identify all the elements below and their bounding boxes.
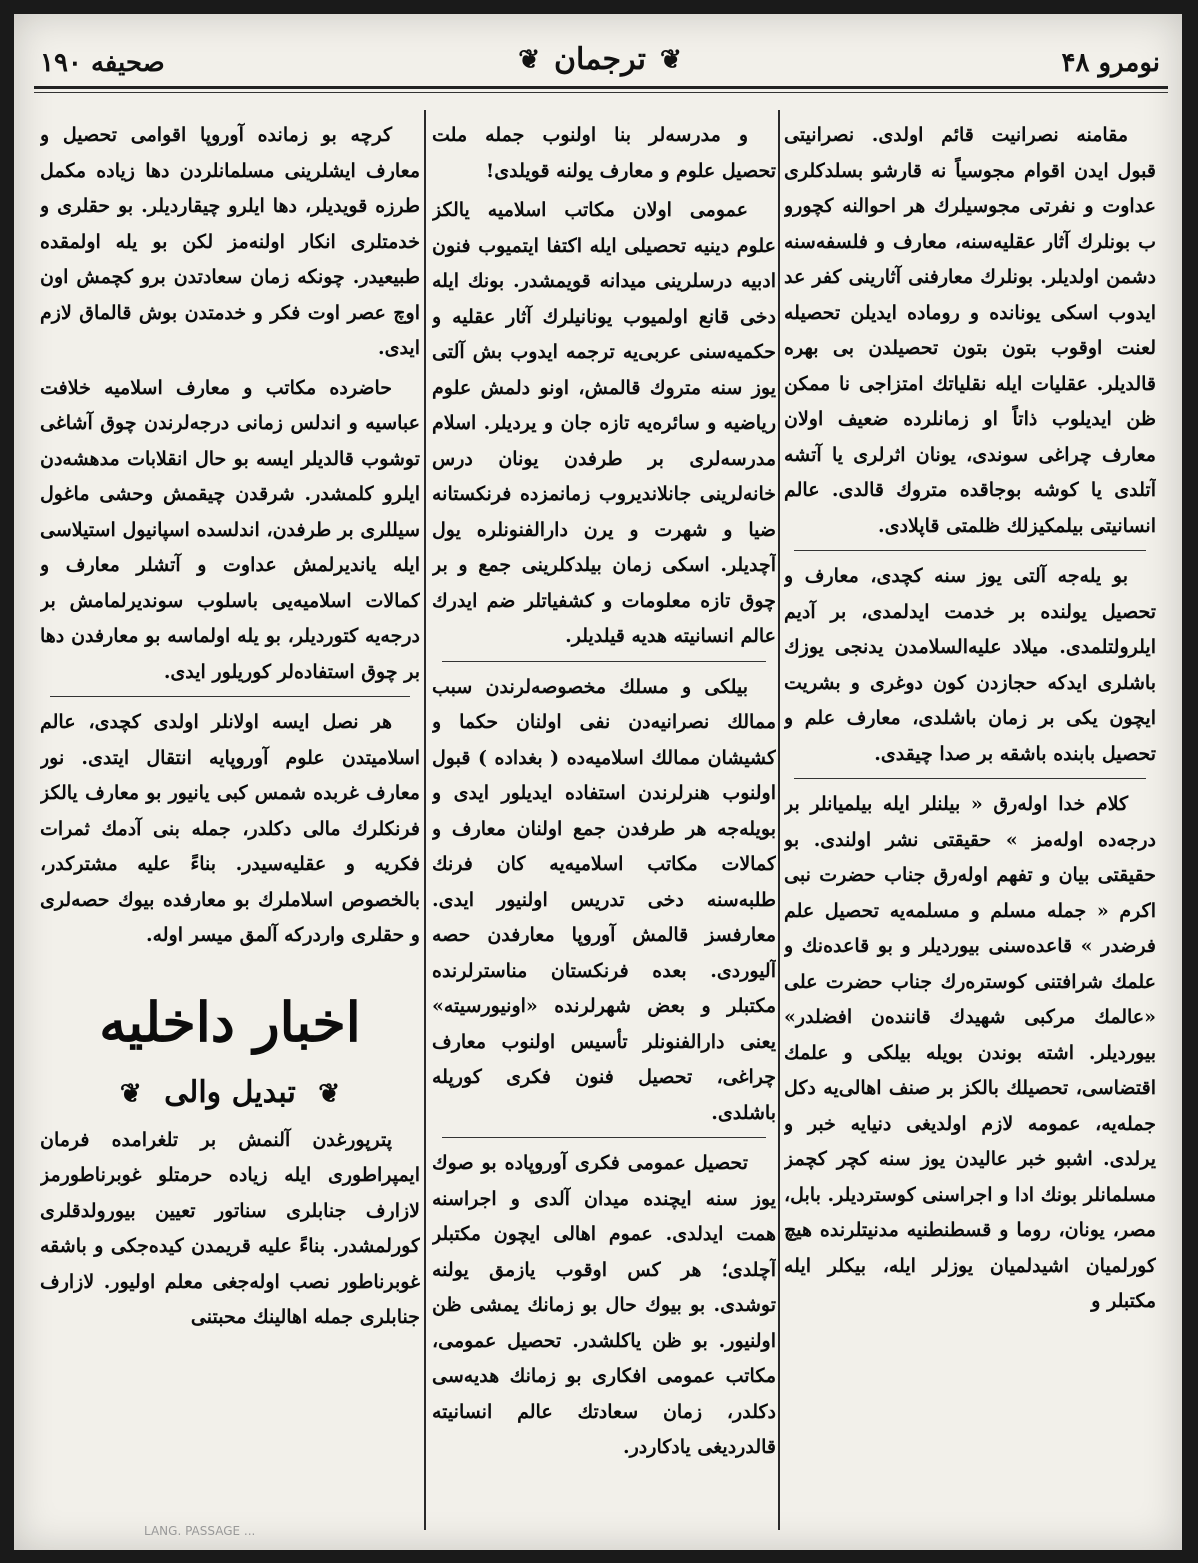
page-number: صحیفه ۱۹۰ [40, 48, 165, 78]
paragraph: بو یله‌جه آلتی یوز سنه کچدی، معارف و تحصیل یولنده بر خدمت ایدلمدی، بر آدیم ایلرولتلمدی. میلاد علیه‌السلامدن یدنجی یوزك باشلری ایدکه حجازدن کون دوغری و بشریت ایچون یکی بر زمان باشلدی، معارف علم و تحصیل بابنده باشقه بر صدا چیقدی. [784, 565, 1156, 765]
ornament-icon: ❦ [318, 1078, 341, 1109]
paragraph-divider [794, 550, 1146, 551]
paragraph: بیلکی و مسلك مخصوصه‌لرندن سبب ممالك نصرانیه‌دن نفی اولنان حکما و کشیشان ممالك اسلامیه‌ده ( بغداده ) قبول اولنوب هنرلرندن استفاده ایدیلور ایدی و بویله‌جه هر طرفدن جمع اولنان معارف و کمالات مکاتب اسلامیه‌یه کان فرنك طلبه‌سنه دخی تدریس اولنیور ایدی. معارفسز قالمش آوروپا معارفدن حصه آلیوردی. بعده فرنکستان مناسترلرنده مکتبلر و بعض شهرلرنده «اونیورسیته» یعنی دارالفنونلر تأسیس اولنوب معارف چراغی، تحصیل فنون فکری کورپله باشلدی. [432, 675, 776, 1124]
column-middle [432, 118, 776, 1538]
paragraph: کرچه بو زمانده آوروپا اقوامی تحصیل و معارف ایشلرینی مسلمانلردن دها زیاده مکمل طرزه قویدیلر، دها ایلرو چیقاردیلر. بو حقلری و خدمتلری انکار اولنه‌مز لکن بو یله اولمقده طبیعیدر. چونکه زمان سعادتدن برو کچمش اون اوچ عصر اوت فکر و خدمتدن بوش قالماق لازم ایدی. [40, 124, 420, 359]
paragraph-divider [794, 778, 1146, 779]
article-subtitle-text: تبدیل والی [164, 1074, 296, 1110]
paragraph: و مدرسه‌لر بنا اولنوب جمله ملت تحصیل علوم و معارف یولنه قویلدی! [432, 124, 776, 182]
article-subtitle [40, 1068, 420, 1119]
page-header [40, 36, 1160, 92]
column-divider [424, 110, 426, 1530]
ornament-icon: ❦ [659, 44, 682, 75]
header-rule-thin [34, 92, 1168, 93]
news-paragraph: پترپورغدن آلنمش بر تلغرامده فرمان ایمپراطوری ایله زیاده حرمتلو غوبرناطورمز لازارف جنابلری سناتور تعیین بیورولدقلری کورلمشدر. بناءً علیه قریمدن کیده‌جکی و باشقه غوبرناطور نصب اوله‌جغی معلم اولیور. لازارف جنابلری جمله اهالینك محبتنی [40, 1128, 420, 1328]
paragraph: مقامنه نصرانیت قائم اولدی. نصرانیتی قبول ایدن اقوام مجوسیاً نه قارشو بسلدکلری عداوت و نفرتی مجوسیلرك هر احوالنه کچورو ب بونلرك آثار عقلیه‌سنه، معارف و فلسفه‌سنه دشمن اولدیلر. بونلرك معارفنی آثارینی کفر عد ایدوب اسکی یونانده و روماده ایدیلن تحصیله لعنت اوقوب بتون بتون تحصیلدن بی بهره قالدیلر. عقلیات ایله نقلیاتك امتزاجی نا ممکن ظن ایدیلوب ذاتاً او زمانلرده ضعیف اولان معارف چراغی سوندی، یونان اثرلری یا آتشه آتلدی یا کوشه بوجاقده متروك قالدی. عالم انسانیتی بیلمکیزلك ظلمتی قاپلادی. [784, 124, 1156, 537]
paragraph: کلام خدا اوله‌رق « بیلنلر ایله بیلمیانلر بر درجه‌ده اوله‌مز » حقیقتی نشر اولندی. بو حقیقتی بیان و تفهم اوله‌رق جناب حضرت نبی اکرم « جمله مسلم و مسلمه‌یه تحصیل علم فرضدر » قاعده‌سنی بیوردیلر و بو قاعده‌نك و علمك شرافتنی کوستره‌رك جناب حضرت علی «عالمك مرکبی شهیدك قاننده‌ن افضلدر» بیوردیلر. اشته بوندن بویله بیلکی و علمك اقتضاسی، تحصیلك بالکز بر صنف اهالی‌یه دکل جمله‌یه، عمومه لازم اولدیغی دنیایه خبر و یرلدی. اشبو خبر عالیدن یوز سنه کچر کچمز مسلمانلر بونك ادا و اجراسنی کوستردیلر. بابل، مصر، یونان، روما و قسطنطنیه مدنیتلرنده هیچ کورلمیان اشیدلمیان یوزلر ایله، بیکلر ایله مکتبلر و [784, 793, 1156, 1312]
header-rule [34, 86, 1168, 89]
paragraph-divider [442, 661, 766, 662]
newspaper-title: ترجمان [554, 42, 646, 77]
paragraph-divider [50, 696, 410, 697]
newspaper-page [14, 14, 1182, 1550]
masthead [518, 42, 682, 77]
library-stamp: LANG. PASSAGE ... [144, 1524, 256, 1538]
section-title: اخبار داخلیه [99, 989, 361, 1054]
paragraph: حاضرده مکاتب و معارف اسلامیه خلافت عباسیه و اندلس زمانی درجه‌لرندن چوق آشاغی توشوب قالدیلر ایسه بو حال انقلابات مدهشه‌دن ایلرو کلمشدر. شرقدن چیقمش وحشی ماغول سیللری بر طرفدن، اندلسده اسپانیول استیلاسی ایله یاندیرلمش عداوت و آتشلر معارف و کمالات اسلامیه‌یی باسلوب سوندیرلمامش بر درجه‌یه کتوردیلر، بو یله اولماسه بو معارفدن دها بر چوق استفاده‌لر کوریلور ایدی. [40, 376, 420, 683]
issue-number: نومرو ۴۸ [1061, 48, 1160, 78]
column-right [784, 118, 1156, 1538]
ornament-icon: ❦ [518, 44, 541, 75]
paragraph-divider [442, 1137, 766, 1138]
ornament-icon: ❦ [119, 1078, 142, 1109]
paragraph: تحصیل عمومی فکری آوروپاده بو صوك یوز سنه ایچنده میدان آلدی و اجراسنه همت ایدلدی. عموم اهالی ایچون مکتبلر آچلدی؛ هر کس اوقوب یازمق یولنه توشدی. بو بیوك حال بو زمانك یمشی ظن اولنیور. بو ظن یاکلشدر. تحصیل عمومی، مکاتب عمومی افکاری بو زمانك هدیه‌سی دکلدر، زمان سعادتك عالم انسانیته قالدردیغی یادکاردر. [432, 1152, 776, 1458]
paragraph: هر نصل ایسه اولانلر اولدی کچدی، عالم اسلامیتدن علوم آوروپایه انتقال ایتدی. نور معارف غربده شمس کبی یانیور بو معارف یالکز فرنکلرك مالی دکلدر، جمله بنی آدمك ثمرات فکریه و عقلیه‌سیدر. بناءً علیه مشترکدر، بالخصوص اسلاملرك بو معارفده بیوك حصه‌لری و حقلری واردرکه آلمق میسر اوله. [40, 711, 420, 946]
column-divider [778, 110, 780, 1530]
paragraph: عمومی اولان مکاتب اسلامیه یالکز علوم دینیه تحصیلی ایله اکتفا ایتمیوب فنون ادبیه درسلرینی میدانه قویمشدر. بونك ایله دخی قانع اولمیوب یونانیلرك آثار عقلیه و حکمیه‌سنی عربی‌یه ترجمه ایدوب بش آلتی یوز سنه متروك قالمش، اونو دلمش علوم ریاضیه و سائره‌یه تازه جان و یردیلر. اسلام مدرسه‌لری بر طرفدن یونان درس خانه‌لرینی جانلاندیروب زمانمزده فرنکستانه ضیا و شهرت و یرن دارالفنونلره یول آچدیلر. اسکی زمان بیلدکلرینی جمع و بر چوق تازه معلومات و کشفیاتلر ضم ایدرك عالم انسانیته هدیه قیلدیلر. [432, 199, 776, 647]
column-left [40, 118, 420, 1538]
